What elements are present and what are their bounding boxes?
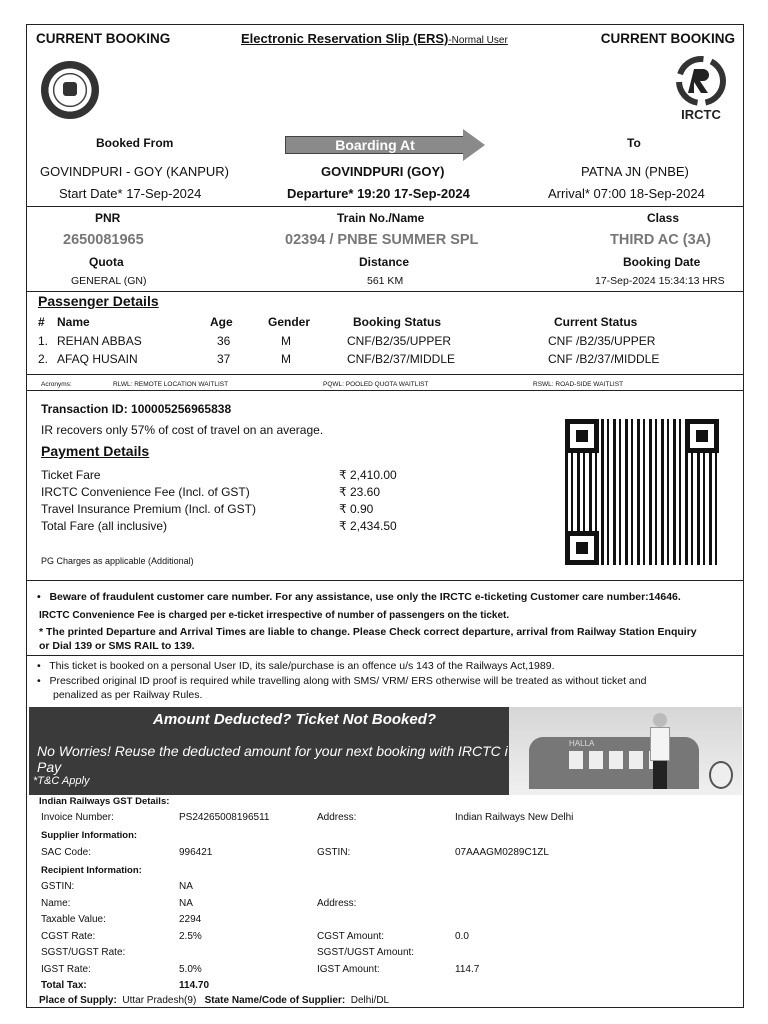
qr-finder xyxy=(685,419,719,453)
train-value: 02394 / PNBE SUMMER SPL xyxy=(285,232,479,248)
cgst-amount-label: CGST Amount: xyxy=(317,931,385,942)
fare-value: ₹ 2,410.00 xyxy=(339,468,397,482)
divider xyxy=(27,374,743,375)
fare-label: Total Fare (all inclusive) xyxy=(41,519,168,533)
cgst-amount-value: 0.0 xyxy=(455,931,469,942)
boarding-at-label: Boarding At xyxy=(335,137,415,153)
irctc-logo-text: IRCTC xyxy=(681,107,721,122)
cgst-rate-label: CGST Rate: xyxy=(41,931,96,942)
igst-amount-label: IGST Amount: xyxy=(317,964,380,975)
booking-date-value: 17-Sep-2024 15:34:13 HRS xyxy=(595,275,725,287)
recovery-note: IR recovers only 57% of cost of travel on an average. xyxy=(41,423,324,437)
start-date: Start Date* 17-Sep-2024 xyxy=(59,186,202,201)
current-booking-label-right: CURRENT BOOKING xyxy=(600,31,735,46)
fee-notice: IRCTC Convenience Fee is charged per e-ticket irrespective of number of passengers on the ticket. xyxy=(39,610,510,621)
gst-heading: Indian Railways GST Details: xyxy=(39,796,170,807)
taxable-label: Taxable Value: xyxy=(41,914,106,925)
state-label: State Name/Code of Supplier: xyxy=(204,995,346,1006)
class-value: THIRD AC (3A) xyxy=(610,232,711,248)
gstin-label: GSTIN: xyxy=(317,847,351,858)
divider xyxy=(27,655,743,656)
booked-from-label: Booked From xyxy=(96,136,174,150)
pg-charges-note: PG Charges as applicable (Additional) xyxy=(41,556,194,566)
sac-value: 996421 xyxy=(179,847,213,858)
igst-amount-value: 114.7 xyxy=(455,964,480,975)
column-header: Booking Status xyxy=(353,315,442,329)
quota-value: GENERAL (GN) xyxy=(71,275,147,287)
divider xyxy=(27,580,743,581)
acronym-pqwl: PQWL: POOLED QUOTA WAITLIST xyxy=(323,381,429,388)
current-status: CNF /B2/35/UPPER xyxy=(548,334,656,348)
ers-title xyxy=(241,31,508,46)
quota-label: Quota xyxy=(89,255,124,269)
address-label: Address: xyxy=(317,812,357,823)
divider xyxy=(27,390,743,391)
ers-ticket xyxy=(26,24,744,1008)
train-coach-icon xyxy=(529,737,699,789)
qr-finder xyxy=(565,531,599,565)
ers-subtitle: -Normal User xyxy=(448,35,508,46)
irctc-ipay-banner[interactable] xyxy=(29,707,742,795)
times-notice-line2: or Dial 139 or SMS RAIL to 139. xyxy=(39,640,195,652)
supplier-heading: Supplier Information: xyxy=(41,830,138,841)
fare-label: IRCTC Convenience Fee (Incl. of GST) xyxy=(41,485,250,499)
current-booking-label-left: CURRENT BOOKING xyxy=(36,31,171,46)
passenger-name: AFAQ HUSAIN xyxy=(57,352,138,366)
distance-label: Distance xyxy=(359,255,410,269)
transaction-id: Transaction ID: 100005256965838 xyxy=(41,402,232,416)
recipient-gstin-label: GSTIN: xyxy=(41,881,75,892)
departure-time: Departure* 19:20 17-Sep-2024 xyxy=(287,186,470,201)
booking-status: CNF/B2/35/UPPER xyxy=(347,334,452,348)
sac-label: SAC Code: xyxy=(41,847,92,858)
qr-code-icon xyxy=(565,419,719,565)
times-notice-line1: * The printed Departure and Arrival Times are liable to change. Please Check correct departure, arrival from Railway Station Enquiry xyxy=(39,626,697,638)
id-proof-notice-line2: penalized as per Railway Rules. xyxy=(53,689,203,701)
acronyms-label: Acronyms: xyxy=(41,381,72,388)
total-tax-value: 114.70 xyxy=(179,980,210,991)
fare-value: ₹ 2,434.50 xyxy=(339,519,397,533)
passenger-num: 2. xyxy=(38,352,49,366)
passenger-num: 1. xyxy=(38,334,49,348)
invoice-value: PS24265008196511 xyxy=(179,812,270,823)
divider xyxy=(27,291,743,292)
irctc-small-logo-icon xyxy=(709,761,733,789)
fraud-notice-text: Beware of fraudulent customer care number. For any assistance, use only the IRCTC e-ticketing Customer care number:14646. xyxy=(49,591,681,603)
booking-date-label: Booking Date xyxy=(623,255,701,269)
boarding-station: GOVINDPURI (GOY) xyxy=(321,164,445,179)
personal-id-notice-text: This ticket is booked on a personal User ID, its sale/purchase is an offence u/s 143 of the Railways Act,1989. xyxy=(49,660,555,672)
id-proof-notice-text: Prescribed original ID proof is required while travelling along with SMS/ VRM/ ERS otherwise will be treated as without ticket and xyxy=(49,675,647,687)
passenger-gender: M xyxy=(281,352,291,366)
banner-title: Amount Deducted? Ticket Not Booked? xyxy=(153,711,437,728)
place-of-supply xyxy=(39,995,389,1006)
place-of-supply-value: Uttar Pradesh(9) xyxy=(122,995,197,1006)
passenger-age: 36 xyxy=(217,334,231,348)
column-header: # xyxy=(38,315,45,329)
acronym-rlwl: RLWL: REMOTE LOCATION WAITLIST xyxy=(113,381,229,388)
recipient-gstin-value: NA xyxy=(179,881,193,892)
to-label: To xyxy=(627,136,641,150)
place-of-supply-label: Place of Supply: xyxy=(39,995,117,1006)
train-label: Train No./Name xyxy=(337,211,425,225)
passenger-age: 37 xyxy=(217,352,231,366)
sgst-rate-label: SGST/UGST Rate: xyxy=(41,947,126,958)
igst-rate-value: 5.0% xyxy=(179,964,202,975)
coach-label: HALLA xyxy=(569,739,595,748)
fare-label: Travel Insurance Premium (Incl. of GST) xyxy=(41,502,256,516)
personal-id-notice: • This ticket is booked on a personal User ID, its sale/purchase is an offence u/s 143 of the Railways Act,1989. xyxy=(37,660,555,672)
fare-value: ₹ 0.90 xyxy=(339,502,374,516)
column-header: Current Status xyxy=(554,315,638,329)
current-status: CNF /B2/37/MIDDLE xyxy=(548,352,660,366)
recipient-name-value: NA xyxy=(179,898,193,909)
recipient-name-label: Name: xyxy=(41,898,71,909)
invoice-label: Invoice Number: xyxy=(41,812,114,823)
banner-text: No Worries! Reuse the deducted amount for your next booking with IRCTC i Pay xyxy=(37,743,508,775)
address-value: Indian Railways New Delhi xyxy=(455,812,574,823)
column-header: Gender xyxy=(268,315,311,329)
column-header: Name xyxy=(57,315,90,329)
from-station: GOVINDPURI - GOY (KANPUR) xyxy=(40,164,230,179)
class-label: Class xyxy=(647,211,680,225)
fare-label: Ticket Fare xyxy=(41,468,101,482)
distance-value: 561 KM xyxy=(367,275,404,287)
payment-details-heading: Payment Details xyxy=(41,443,150,459)
acronym-rswl: RSWL: ROAD-SIDE WAITLIST xyxy=(533,381,624,388)
passenger-details-heading: Passenger Details xyxy=(38,293,159,309)
fraud-notice: • Beware of fraudulent customer care number. For any assistance, use only the IRCTC e-ticketing Customer care number:14646. xyxy=(37,591,681,603)
recipient-heading: Recipient Information: xyxy=(41,865,142,876)
passenger-name: REHAN ABBAS xyxy=(57,334,142,348)
banner-strip xyxy=(29,735,509,775)
irctc-logo-icon xyxy=(670,53,732,123)
igst-rate-label: IGST Rate: xyxy=(41,964,91,975)
ers-title-text: Electronic Reservation Slip (ERS) xyxy=(241,31,449,46)
fare-value: ₹ 23.60 xyxy=(339,485,380,499)
arrow-right-icon xyxy=(463,129,485,161)
passenger-gender: M xyxy=(281,334,291,348)
recipient-address-label: Address: xyxy=(317,898,357,909)
divider xyxy=(27,206,743,207)
woman-illustration-icon xyxy=(647,713,673,789)
total-tax-label: Total Tax: xyxy=(41,980,87,991)
sgst-amount-label: SGST/UGST Amount: xyxy=(317,947,415,958)
pnr-value: 2650081965 xyxy=(63,232,144,248)
id-proof-notice: • Prescribed original ID proof is required while travelling along with SMS/ VRM/ ERS otherwise will be treated as without ticket and xyxy=(37,675,647,687)
boarding-arrow xyxy=(285,129,485,161)
taxable-value: 2294 xyxy=(179,914,202,925)
booking-status: CNF/B2/37/MIDDLE xyxy=(347,352,456,366)
pnr-label: PNR xyxy=(95,211,121,225)
state-value: Delhi/DL xyxy=(350,995,390,1006)
column-header: Age xyxy=(210,315,233,329)
to-station: PATNA JN (PNBE) xyxy=(581,164,689,179)
banner-tc: *T&C Apply xyxy=(33,775,90,787)
indian-railways-logo-icon xyxy=(41,61,99,119)
qr-finder xyxy=(565,419,599,453)
gstin-value: 07AAAGM0289C1ZL xyxy=(455,847,549,858)
cgst-rate-value: 2.5% xyxy=(179,931,202,942)
arrival-time: Arrival* 07:00 18-Sep-2024 xyxy=(548,186,705,201)
